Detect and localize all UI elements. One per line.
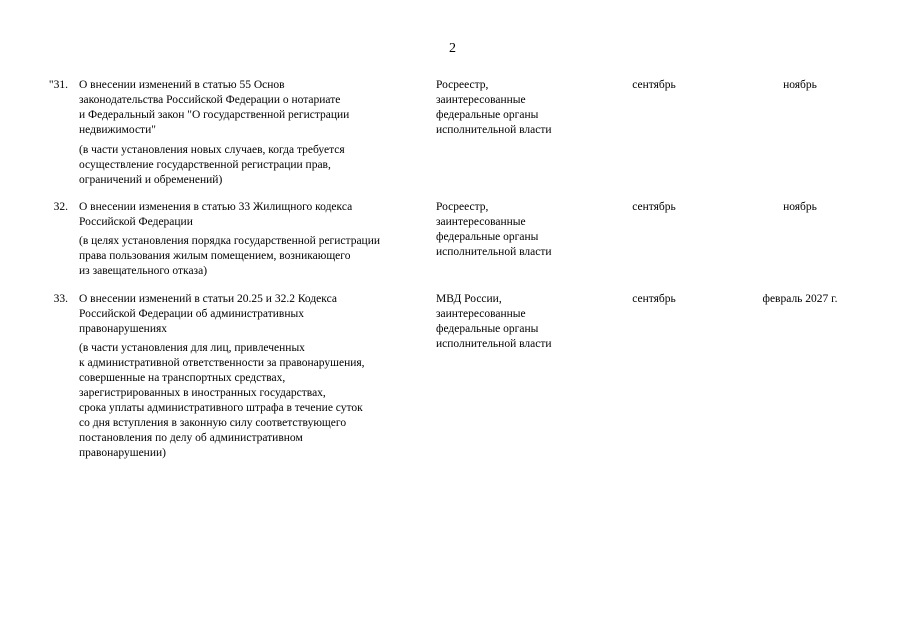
item-start-date: сентябрь	[632, 293, 676, 305]
item-title: О внесении изменений в статью 55 Основ законодательства Российской Федерации о нотариате и Федеральный закон "О государственной регистрации недвижимости"	[79, 79, 350, 136]
item-title: О внесении изменения в статью 33 Жилищного кодекса Российской Федерации	[79, 201, 353, 228]
item-responsible: Росреестр, заинтересованные федеральные органы исполнительной власти	[436, 79, 552, 136]
item-end-date: ноябрь	[783, 79, 817, 91]
item-note: (в части установления новых случаев, когда требуется осуществление государственной регистрации прав, ограничений и обременений)	[79, 144, 345, 186]
item-number: 32.	[53, 201, 68, 213]
item-start-date: сентябрь	[632, 79, 676, 91]
item-end-date: ноябрь	[783, 201, 817, 213]
item-note: (в целях установления порядка государственной регистрации права пользования жилым помещением, возникающего из завещательного отказа)	[79, 235, 381, 277]
item-end-date: февраль 2027 г.	[762, 293, 838, 305]
item-number: 33.	[53, 293, 68, 305]
item-number: "31.	[48, 79, 68, 91]
page-number: 2	[449, 41, 456, 56]
item-responsible: Росреестр, заинтересованные федеральные органы исполнительной власти	[436, 201, 552, 258]
item-responsible: МВД России, заинтересованные федеральные органы исполнительной власти	[436, 293, 552, 350]
item-start-date: сентябрь	[632, 201, 676, 213]
item-title: О внесении изменений в статьи 20.25 и 32.2 Кодекса Российской Федерации об административных правонарушениях	[79, 293, 337, 335]
item-note: (в части установления для лиц, привлеченных к административной ответственности за правонарушения, совершенные на транспортных средствах, зарегистрированных в иностранных государствах, срока уплаты административного штрафа в течение суток со дня вступления в законную силу соответствующего постановления по делу об административном правонарушении)	[79, 342, 365, 459]
